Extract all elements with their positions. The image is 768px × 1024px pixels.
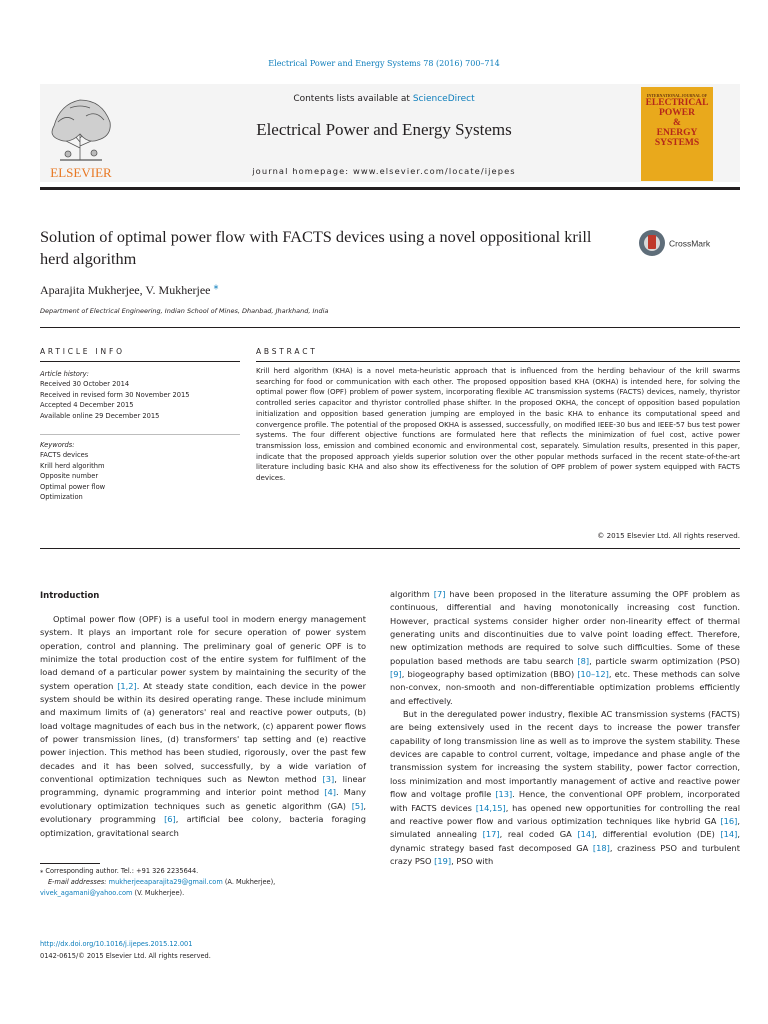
text-run: . At steady state condition, each device in the power system should be within its desired operating range. These include minimum and maximum limits of (a) generators' real and reactive power outputs, (b) load voltage magnitudes of each bus in the network, (c) apparent power flows of power transmission lines, (d) transformers' tap setting and (e) reactive power injection. This method has been studied, rigorously, over the past few decades and it has been solved, successfully, by a wide variation of conventional optimization techniques such as Newton method <box>40 680 366 785</box>
text-run: , biogeography based optimization (BBO) <box>401 669 578 680</box>
corresponding-footnote <box>40 866 366 877</box>
reference-link[interactable]: [9] <box>390 669 402 680</box>
reference-link[interactable]: [10–12] <box>577 669 609 680</box>
crossmark-badge[interactable] <box>638 228 718 258</box>
email-owner-1: (A. Mukherjee), <box>222 878 276 886</box>
footnotes <box>40 866 366 899</box>
email-label: E-mail addresses: <box>48 878 107 886</box>
text-run: , differential evolution (DE) <box>594 829 721 840</box>
journal-citation[interactable]: Electrical Power and Energy Systems 78 (2016) 700–714 <box>268 59 500 68</box>
article-history <box>40 369 240 421</box>
issn-copyright: 0142-0615/© 2015 Elsevier Ltd. All rights reserved. <box>40 952 211 960</box>
journal-name: Electrical Power and Energy Systems <box>256 120 512 139</box>
homepage-prefix: journal homepage: <box>252 166 353 176</box>
text-run: But in the deregulated power industry, flexible AC transmission systems (FACTS) are being extensively used in the recent days to increase the power transfer capability of long transmission line as well as to improve the system stability. These devices are capable to control current, voltage, impedance and phase angle of the transmission system for increasing the system stability, power factor correction, loss minimization and most importantly management of active and reactive power flow and voltage profile <box>390 709 740 800</box>
keywords-label: Keywords: <box>40 441 75 449</box>
reference-link[interactable]: [14] <box>720 829 738 840</box>
reference-link[interactable]: [13] <box>495 789 513 800</box>
reference-link[interactable]: [3] <box>322 774 335 785</box>
journal-cover-image <box>641 87 713 181</box>
keyword-item: Krill herd algorithm <box>40 461 105 470</box>
text-run: , has opened new opportunities for controlling the real and reactive power flow and various optimization techniques like hybrid GA <box>390 802 740 826</box>
divider <box>40 548 740 549</box>
cover-line: ENERGY <box>656 128 698 138</box>
body-column-left <box>40 613 366 840</box>
cover-line: SYSTEMS <box>654 138 700 148</box>
text-run: , PSO with <box>451 855 494 866</box>
email-owner-2: (V. Mukherjee). <box>132 889 185 897</box>
article-title: Solution of optimal power flow with FACTS devices using a novel oppositional krill herd algorithm <box>40 227 592 268</box>
introduction-heading: Introduction <box>40 591 100 601</box>
email-footnote-cont <box>40 888 366 899</box>
text-run: have been proposed in the literature assuming the OPF problem as continuous, differential and having monotonically increasing cost function. However, practical systems consider higher order non-linearity effect of thermal generating units and discontinuities due to valve point loading effect. Therefore, new optimization methods are required to solve such difficulties. Some of these population based methods are tabu search <box>390 589 740 666</box>
reference-link[interactable]: [16] <box>720 815 738 826</box>
email-link-2[interactable]: vivek_agamani@yahoo.com <box>40 889 133 897</box>
affiliation: Department of Electrical Engineering, Indian School of Mines, Dhanbad, Jharkhand, India <box>40 307 329 315</box>
divider <box>256 361 740 362</box>
footnote-mark: ⁎ <box>40 867 44 875</box>
corresponding-author-mark[interactable]: ⁎ <box>213 281 219 292</box>
reference-link[interactable]: [8] <box>577 655 590 666</box>
cover-line: ELECTRICAL <box>645 98 709 108</box>
article-info-heading: ARTICLE INFO <box>40 347 125 356</box>
reference-link[interactable]: [14,15] <box>475 802 506 813</box>
elsevier-wordmark: ELSEVIER <box>50 165 112 180</box>
homepage-url[interactable]: www.elsevier.com/locate/ijepes <box>352 166 516 176</box>
reference-link[interactable]: [7] <box>433 589 446 599</box>
text-run: . Many evolutionary optimization techniques such as genetic algorithm (GA) <box>40 787 366 811</box>
reference-link[interactable]: [17] <box>482 829 500 840</box>
author-list <box>40 281 219 298</box>
text-run: , particle swarm optimization (PSO) <box>589 655 740 666</box>
email-link-1[interactable]: mukherjeeaparajita29@gmail.com <box>108 878 223 886</box>
history-item: Received in revised form 30 November 2015 <box>40 390 190 399</box>
text-run: , linear programming, dynamic programming and interior point method <box>40 774 366 798</box>
keyword-item: Optimal power flow <box>40 482 106 491</box>
text-run: Optimal power flow (OPF) is a useful tool in modern energy management system. It plays an important role for secure operation of power system operation, control and planning. The preliminary goal of generic OPF is to minimize the total production cost of the entire system for fulfilment of the load demand of a particular power system by maintaining the security of the system operation <box>40 614 366 691</box>
contents-prefix: Contents lists available at <box>293 94 413 104</box>
body-column-right <box>390 588 740 868</box>
history-label: Article history: <box>40 370 89 378</box>
paragraph <box>390 588 740 708</box>
reference-link[interactable]: [1,2] <box>117 680 137 691</box>
corresponding-text: Corresponding author. Tel.: +91 326 2235644. <box>45 867 199 875</box>
cover-line: POWER <box>659 108 695 118</box>
sciencedirect-link[interactable]: ScienceDirect <box>412 94 475 104</box>
keyword-item: Optimization <box>40 493 83 502</box>
keyword-item: FACTS devices <box>40 451 89 460</box>
text-run: , craziness PSO and turbulent crazy PSO <box>390 842 740 866</box>
abstract-text: Krill herd algorithm (KHA) is a novel meta-heuristic approach that is influenced from the herding behaviour of the krill swarms searching for food or communication with each other. The proposed opposition based KHA (OKHA) is intended here, for solving the optimal power flow (OPF) problem of power system, incorporating flexible AC transmission systems (FACTS) devices, namely, thyristor controlled series capacitor and thyristor controlled phase shifter. In the proposed OKHA, the concept of opposition based population initialization and opposition based generation jumping are employed in the basic KHA to enhance its computational speed and convergence profile. The potential of the proposed OKHA is assessed, successfully, on modified IEEE-30 bus and IEEE-57 bus test power systems. The four different objective functions are formulated here that reflects the minimization of fuel cost, active power transmission loss, emission and combined economic and environmental cost, separately. Simulation results, presented in this paper, indicate that the proposed approach yields superior solution over the other popular methods surfaced in the recent state-of-the-art literature including basic KHA and also show its effectiveness for the solution of OPF problem of power system equipped with FACTS devices. <box>256 366 740 483</box>
cover-line: & <box>673 118 681 128</box>
text-run: , real coded GA <box>499 829 578 840</box>
reference-link[interactable]: [18] <box>592 842 610 853</box>
doi-link[interactable]: http://dx.doi.org/10.1016/j.ijepes.2015.12.001 <box>40 940 193 948</box>
footnote-rule <box>40 863 100 864</box>
header-rule <box>40 187 740 190</box>
reference-link[interactable]: [6] <box>164 814 176 825</box>
text-run: algorithm <box>390 589 434 599</box>
author-names: Aparajita Mukherjee, V. Mukherjee <box>40 283 211 297</box>
reference-link[interactable]: [5] <box>351 800 364 811</box>
cover-title <box>645 93 709 148</box>
history-item: Available online 29 December 2015 <box>40 411 160 420</box>
reference-link[interactable]: [14] <box>577 829 595 840</box>
text-run: , simulated annealing <box>390 815 740 840</box>
reference-link[interactable]: [4] <box>324 787 336 798</box>
text-run: , dynamic strategy based fast decomposed GA <box>390 829 740 853</box>
keyword-list <box>40 440 240 502</box>
text-run: . Hence, the conventional OPF problem, incorporated with FACTS devices <box>390 789 740 813</box>
reference-link[interactable]: [19] <box>434 855 452 866</box>
email-footnote <box>40 877 366 888</box>
history-item: Received 30 October 2014 <box>40 380 130 389</box>
divider <box>40 434 240 435</box>
text-run: , etc. These methods can solve non-convex, non-smooth and non-differentiable optimization problems efficiently and effectively. <box>390 669 741 706</box>
text-run: , artificial bee colony, bacteria foraging optimization, gravitational search <box>40 814 366 838</box>
paragraph <box>390 708 740 868</box>
cover-small: INTERNATIONAL JOURNAL OF <box>646 93 708 98</box>
history-item: Accepted 4 December 2015 <box>40 401 134 410</box>
divider <box>40 327 740 328</box>
abstract-copyright: © 2015 Elsevier Ltd. All rights reserved. <box>597 531 740 540</box>
divider <box>40 361 240 362</box>
abstract-heading: ABSTRACT <box>256 347 318 356</box>
keyword-item: Opposite number <box>40 472 99 481</box>
paragraph <box>40 613 366 840</box>
crossmark-label: CrossMark <box>669 238 711 249</box>
text-run: , evolutionary programming <box>40 800 366 825</box>
